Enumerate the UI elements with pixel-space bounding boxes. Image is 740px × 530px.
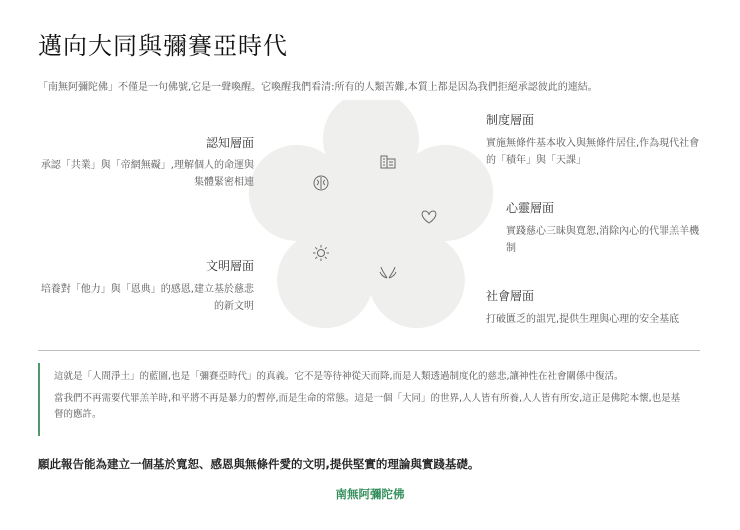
civilizational-line-1: 培養對「他力」與「恩典」的感恩,建立基於慈悲 [40,284,254,295]
five-dimensions-diagram [0,100,740,345]
quote-paragraph-2: 當我們不再需要代罪羔羊時,和平將不再是暴力的暫停,而是生命的常態。這是一個「大同」的世界,人人皆有所養,人人皆有所安,這正是佛陀本懷,也是基 督的應許。 [54,393,681,420]
social-heading: 社會層面 [486,289,535,303]
cognitive-heading: 認知層面 [205,136,254,150]
social-line-1: 打破匱乏的詛咒,提供生理與心理的安全基底 [486,314,680,325]
quote-paragraph-1: 這就是「人間淨土」的藍圖,也是「彌賽亞時代」的真義。它不是等待神從天而降,而是人類透過制度化的慈悲,讓神性在社會關係中復活。 [54,371,624,382]
label-spiritual [506,200,706,257]
intro-text: 「南無阿彌陀佛」不僅是一句佛號,它是一聲喚醒。它喚醒我們看清:所有的人類苦難,本質上都是因為我們拒絕承認彼此的連結。 [38,82,598,93]
label-institutional [486,112,706,169]
section-divider [38,350,700,351]
spiritual-heading: 心靈層面 [506,201,555,215]
spiritual-line-2: 制 [506,243,516,254]
label-cognitive [160,135,254,158]
institutional-line-1: 實施無條件基本收入與無條件居住,作為現代社會 [486,138,700,149]
institutional-heading: 制度層面 [486,113,535,127]
page-title: 邁向大同與彌賽亞時代 [38,32,288,60]
spiritual-line-1: 實踐慈心三昧與寬恕,消除內心的代罪羔羊機 [506,226,700,237]
closing-chant: 南無阿彌陀佛 [335,487,405,501]
civilizational-heading: 文明層面 [205,259,254,273]
label-civilizational [38,258,254,315]
cognitive-description: 承認「共業」與「帝網無礙」,理解個人的命運與 集體緊密相連 [40,160,254,188]
institutional-line-2: 的「積年」與「天課」 [486,155,586,166]
vision-quote [38,363,700,436]
label-social [486,288,716,328]
closing-wish: 願此報告能為建立一個基於寬恕、感恩與無條件愛的文明,提供堅實的理論與實踐基礎。 [38,457,480,471]
civilizational-line-2: 的新文明 [214,301,254,312]
